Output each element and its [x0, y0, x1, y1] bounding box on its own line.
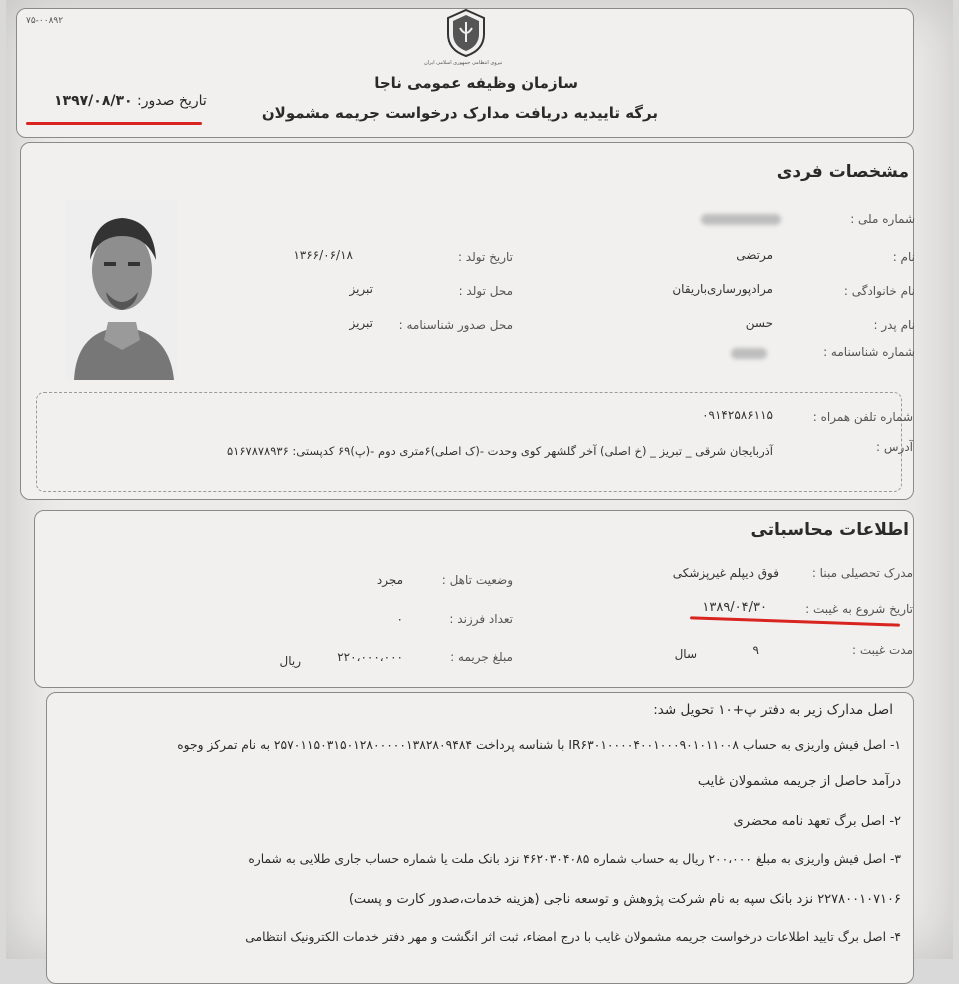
birth-date-label: تاریخ تولد : [457, 250, 513, 264]
calc-section-title: اطلاعات محاسباتی [750, 520, 909, 540]
doc-item-3-line-1: ۳- اصل فیش واریزی به مبلغ ۲۰۰،۰۰۰ ریال به حساب شماره ۴۶۲۰۳۰۴۰۸۵ نزد بانک ملت یا شماره حساب جاری طلایی به شماره [248, 852, 901, 866]
address-value: آذربایجان شرقی _ تبریز _ (خ اصلی) آخر گلشهر کوی وحدت -(ک اصلی)۶متری دوم -(پ)۶۹ کدپستی: ۵۱۶۷۸۷۸۹۳۶ [226, 444, 773, 458]
birth-place-value: تبریز [349, 282, 373, 296]
doc-item-2: ۲- اصل برگ تعهد نامه محضری [733, 814, 901, 829]
issue-date-underline [26, 122, 202, 125]
last-name-value: مرادپورساری‌باریقان [672, 282, 773, 296]
national-id-label: شماره ملی : [850, 212, 915, 226]
issue-date-value: ۱۳۹۷/۰۸/۳۰ [54, 93, 133, 109]
personal-section-title: مشخصات فردی [776, 162, 909, 182]
issue-date-label: تاریخ صدور: [137, 93, 207, 109]
id-issue-place-value: تبریز [349, 316, 373, 330]
id-issue-place-label: محل صدور شناسنامه : [398, 318, 513, 332]
mobile-value: ۰۹۱۴۲۵۸۶۱۱۵ [702, 408, 773, 422]
id-number-redacted [731, 348, 767, 359]
contact-box [36, 392, 902, 492]
father-name-value: حسن [745, 316, 773, 330]
education-value: فوق دیپلم غیرپزشکی [672, 566, 779, 580]
national-id-redacted [701, 214, 781, 225]
document-page [6, 0, 953, 959]
fine-value: ۲۲۰،۰۰۰،۰۰۰ [337, 650, 403, 664]
absence-duration-unit: سال [674, 647, 697, 661]
doc-item-3-line-2: ۲۲۷۸۰۰۱۰۷۱۰۶ نزد بانک سپه به نام شرکت پژوهش و توسعه ناجی (هزینه خدمات،صدور کارت و پست) [348, 892, 901, 907]
org-name: سازمان وظیفه عمومی ناجا [374, 74, 578, 92]
birth-date-value: ۱۳۶۶/۰۶/۱۸ [293, 248, 353, 262]
address-label: آدرس : [876, 440, 913, 454]
absence-duration-value: ۹ [752, 643, 759, 657]
issue-date [54, 93, 207, 109]
fine-unit: ریال [279, 654, 301, 668]
education-label: مدرک تحصیلی مبنا : [811, 566, 913, 580]
form-code: ۷۵-۰۰۸۹۲ [26, 16, 64, 26]
first-name-label: نام : [892, 250, 915, 264]
id-number-label: شماره شناسنامه : [823, 345, 915, 359]
father-name-label: نام پدر : [873, 318, 915, 332]
doc-item-1-line-1: ۱- اصل فیش واریزی به حساب IR۶۳۰۱۰۰۰۰۴۰۰۱۰۰۰۹۰۱۰۱۱۰۰۸ با شناسه پرداخت ۲۵۷۰۱۱۵۰۳۱۵۰۱۲۸۰۰۰۰۰۱۳۸۲۸۰۹۴۸۴ به نام تمرکز وجوه [177, 738, 901, 752]
docs-intro: اصل مدارک زیر به دفتر پ+۱۰ تحویل شد: [653, 702, 893, 718]
applicant-photo [66, 200, 178, 380]
absence-duration-label: مدت غیبت : [852, 643, 913, 657]
children-label: تعداد فرزند : [449, 612, 513, 626]
doc-item-4: ۴- اصل برگ تایید اطلاعات درخواست جریمه مشمولان غایب با درج امضاء، ثبت اثر انگشت و مهر دفتر خدمات الکترونیک انتظامی [245, 930, 901, 944]
absence-start-label: تاریخ شروع به غیبت : [805, 602, 913, 616]
birth-place-label: محل تولد : [458, 284, 513, 298]
first-name-value: مرتضی [736, 248, 773, 262]
form-title: برگه تاییدیه دریافت مدارک درخواست جریمه مشمولان [261, 104, 658, 122]
fine-label: مبلغ جریمه : [450, 650, 513, 664]
marital-value: مجرد [376, 573, 403, 587]
emblem-caption: نیروی انتظامی جمهوری اسلامی ایران [424, 60, 503, 66]
marital-label: وضعیت تاهل : [441, 573, 513, 587]
mobile-label: شماره تلفن همراه : [812, 410, 913, 424]
children-value: ۰ [396, 612, 403, 626]
police-emblem-icon [444, 8, 488, 58]
doc-item-1-line-2: درآمد حاصل از جریمه مشمولان غایب [697, 774, 901, 789]
absence-start-value: ۱۳۸۹/۰۴/۳۰ [702, 600, 767, 615]
last-name-label: نام خانوادگی : [843, 284, 915, 298]
